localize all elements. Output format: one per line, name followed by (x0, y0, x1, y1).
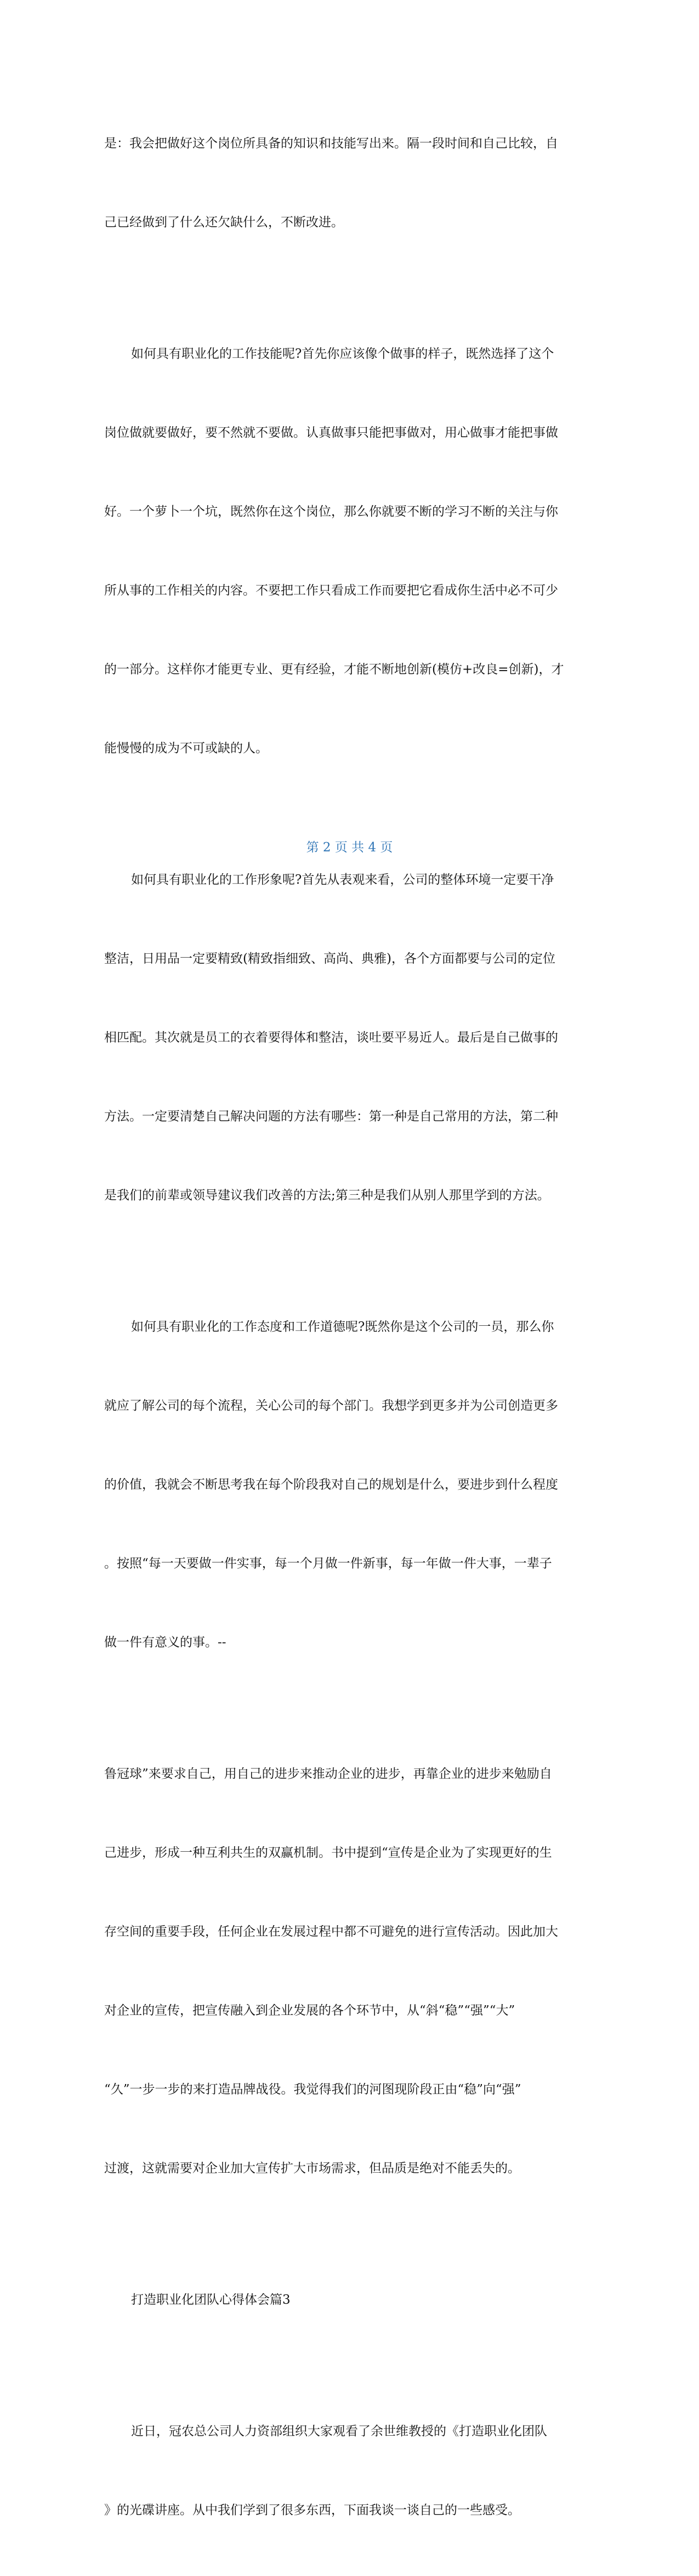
paragraph (104, 1708, 595, 2234)
text-line: 所从事的工作相关的内容。不要把工作只看成工作而要把它看成你生活中必不可少 (104, 583, 558, 598)
text-line: 做一件有意义的事。-- (104, 1635, 226, 1650)
text-line: 是：我会把做好这个岗位所具备的知识和技能写出来。隔一段时间和自己比较，自 (104, 136, 558, 151)
text-line: 近日，冠农总公司人力资部组织大家观看了余世维教授的《打造职业化团队 (131, 2424, 547, 2438)
text-line: 方法。一定要清楚自己解决问题的方法有哪些：第一种是自己常用的方法，第二种 (104, 1109, 558, 1124)
document-body (104, 78, 595, 2576)
text-line: 的价值，我就会不断思考我在每个阶段我对自己的规划是什么，要进步到什么程度 (104, 1478, 558, 1492)
text-line: 相匹配。其次就是员工的衣着要得体和整洁，谈吐要平易近人。最后是自己做事的 (104, 1031, 558, 1045)
text-line: 如何具有职业化的工作技能呢?首先你应该像个做事的样子，既然选择了这个 (131, 347, 554, 361)
section-heading (104, 2234, 595, 2366)
paragraph (104, 814, 595, 1261)
text-line: 就应了解公司的每个流程，关心公司的每个部门。我想学到更多并为公司创造更多 (104, 1399, 558, 1413)
text-line: 己已经做到了什么还欠缺什么，不断改进。 (104, 215, 344, 230)
text-line: 的一部分。这样你才能更专业、更有经验，才能不断地创新(模仿+改良=创新)，才 (104, 662, 564, 677)
text-line: 岗位做就要做好，要不然就不要做。认真做事只能把事做对，用心做事才能把事做 (104, 426, 558, 440)
page-number-label: 第 2 页 共 4 页 (306, 840, 393, 855)
text-line: 整洁，日用品一定要精致(精致指细致、高尚、典雅)，各个方面都要与公司的定位 (104, 952, 555, 966)
paragraph (104, 288, 595, 814)
text-line: 鲁冠球”来要求自己，用自己的进步来推动企业的进步，再靠企业的进步来勉励自 (104, 1767, 552, 1781)
text-line: “久”一步一步的来打造品牌战役。我觉得我们的河图现阶段正由“稳”向“强” (104, 2082, 521, 2097)
text-line: 好。一个萝卜一个坑，既然你在这个岗位，那么你就要不断的学习不断的关注与你 (104, 505, 558, 519)
paragraph (104, 78, 595, 288)
text-line: 己进步，形成一种互利共生的双赢机制。书中提到“宣传是企业为了实现更好的生 (104, 1846, 552, 1860)
text-line: 如何具有职业化的工作形象呢?首先从表观来看，公司的整体环境一定要干净 (131, 873, 554, 887)
page-footer (0, 837, 699, 855)
text-line: 如何具有职业化的工作态度和工作道德呢?既然你是这个公司的一员，那么你 (131, 1320, 554, 1334)
text-line: 过渡，这就需要对企业加大宣传扩大市场需求，但品质是绝对不能丢失的。 (104, 2161, 520, 2176)
text-line: 能慢慢的成为不可或缺的人。 (104, 741, 268, 755)
section-heading-text: 打造职业化团队心得体会篇3 (131, 2293, 291, 2307)
paragraph (104, 2366, 595, 2576)
text-line: 存空间的重要手段，任何企业在发展过程中都不可避免的进行宣传活动。因此加大 (104, 1925, 558, 1939)
text-line: 。按照“每一天要做一件实事，每一个月做一件新事，每一年做一件大事，一辈子 (104, 1556, 552, 1571)
paragraph (104, 1261, 595, 1708)
text-line: 》的光碟讲座。从中我们学到了很多东西，下面我谈一谈自己的一些感受。 (104, 2503, 520, 2517)
text-line: 对企业的宣传，把宣传融入到企业发展的各个环节中，从“斜“稳”“强”“大” (104, 2003, 515, 2018)
text-line: 是我们的前辈或领导建议我们改善的方法;第三种是我们从别人那里学到的方法。 (104, 1188, 550, 1203)
